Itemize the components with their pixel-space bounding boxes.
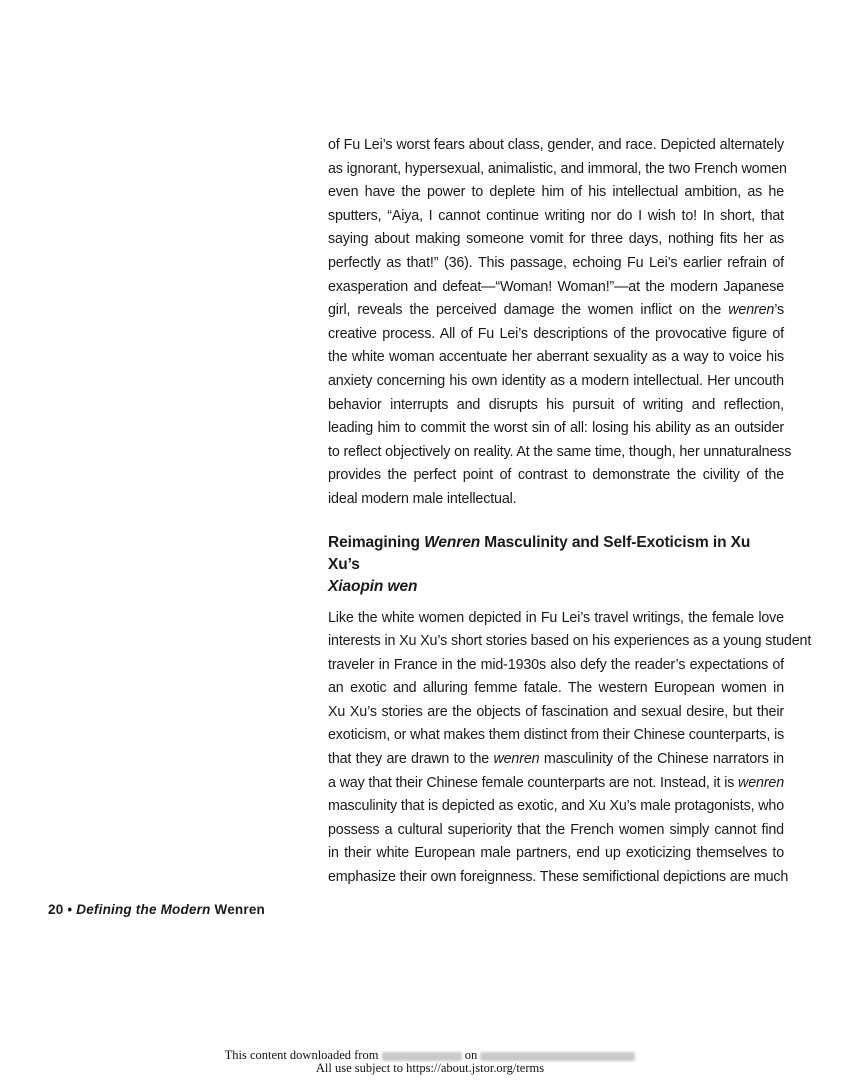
running-footer [48, 902, 265, 917]
text-run: that they are drawn to the [328, 751, 494, 768]
text-line [328, 323, 784, 347]
text-run: Xu Xu’s stories are the objects of fascination and sexual desire, but their [328, 703, 784, 720]
text-line [328, 252, 784, 276]
text-run: in their white European male partners, end up exoticizing themselves to [328, 845, 784, 862]
book-title: Defining the Modern [76, 902, 211, 917]
text-run: traveler in France in the mid-1930s also defy the reader’s expectations of [328, 656, 784, 673]
text-run: anxiety concerning his own identity as a modern intellectual. Her uncouth [328, 372, 784, 389]
text-line [328, 464, 784, 488]
text-line [328, 576, 784, 598]
italic-text: wenren [493, 751, 540, 768]
text-run: of Fu Lei’s worst fears about class, gender, and race. Depicted alternately [328, 137, 784, 153]
text-line [328, 417, 784, 441]
text-line [328, 772, 784, 796]
text-line [328, 701, 784, 725]
text-run: leading him to commit the worst sin of all: losing his ability as an outsider [328, 420, 784, 437]
text-run: creative process. All of Fu Lei’s descriptions of the provocative figure of [328, 325, 784, 342]
text-run: even have the power to deplete him of his intellectual ambition, as he [328, 184, 784, 201]
paragraph-2 [328, 607, 812, 890]
text-line [328, 795, 784, 819]
italic-text: wenren [738, 774, 785, 791]
text-run: to reflect objectively on reality. At the same time, though, her unnaturalness [328, 443, 792, 460]
text-run: possess a cultural superiority that the French women simply cannot find [328, 821, 784, 838]
text-run: Reimagining [328, 533, 425, 551]
text-line [328, 842, 784, 866]
text-run: masculinity of the Chinese narrators in [539, 751, 784, 768]
download-text: This content downloaded from [224, 1048, 379, 1062]
terms-line: All use subject to https://about.jstor.org/terms [315, 1061, 545, 1075]
text-run: as ignorant, hypersexual, animalistic, and immoral, the two French women [328, 160, 787, 177]
text-line [328, 532, 784, 576]
text-run: exoticism, or what makes them distinct from their Chinese counterparts, is [328, 727, 785, 744]
text-run: an exotic and alluring femme fatale. The western European women in [328, 680, 784, 697]
page-number: 20 [48, 902, 64, 917]
text-line [328, 607, 784, 631]
redacted-ip [382, 1052, 462, 1061]
text-run: provides the perfect point of contrast to demonstrate the civility of the [328, 467, 784, 484]
text-line [328, 228, 784, 252]
text-column [328, 134, 812, 890]
text-line [328, 630, 812, 654]
text-line [328, 205, 784, 229]
text-run: sputters, “Aiya, I cannot continue writing nor do I wish to! In short, that [328, 207, 784, 224]
italic-text: wenren [728, 302, 775, 319]
text-run: interests in Xu Xu’s short stories based on his experiences as a young student [328, 633, 812, 650]
text-run: perfectly as that!” (36). This passage, echoing Fu Lei’s earlier refrain of [328, 254, 784, 271]
text-line [328, 276, 784, 300]
text-line [328, 866, 789, 890]
italic-text: Wenren [424, 533, 481, 551]
text-line [328, 370, 784, 394]
text-run: masculinity that is depicted as exotic, and Xu Xu’s male protagonists, who [328, 798, 784, 815]
text-line [328, 748, 784, 772]
book-title-word: Wenren [214, 902, 265, 917]
text-line [328, 394, 784, 418]
text-line [328, 346, 784, 370]
text-run: saying about making someone vomit for three days, nothing fits her as [328, 231, 784, 248]
text-line [328, 677, 784, 701]
text-line [328, 181, 784, 205]
text-run: the white woman accentuate her aberrant sexuality as a way to voice his [328, 349, 784, 366]
on-text: on [464, 1048, 478, 1062]
download-line [0, 1049, 860, 1062]
bullet: • [67, 902, 73, 917]
section-heading [328, 532, 784, 598]
text-line [328, 654, 784, 678]
text-line [328, 724, 784, 748]
text-line [328, 441, 792, 465]
text-line [328, 158, 787, 182]
text-run: girl, reveals the perceived damage the women inflict on the [328, 302, 729, 319]
text-run: Like the white women depicted in Fu Lei’s travel writings, the female love [328, 609, 784, 626]
text-line [328, 134, 784, 158]
text-run: emphasize their own foreignness. These semifictional depictions are much [328, 869, 789, 886]
text-run: ’s [774, 302, 784, 319]
text-run: ideal modern male intellectual. [328, 490, 517, 507]
italic-text: Xiaopin wen [328, 577, 418, 595]
text-run: behavior interrupts and disrupts his pursuit of writing and reflection, [328, 396, 784, 413]
redacted-date [480, 1052, 635, 1061]
paragraph-1 [328, 134, 792, 512]
text-line [328, 819, 784, 843]
text-run: exasperation and defeat—“Woman! Woman!”—at the modern Japanese [328, 278, 784, 295]
text-line [328, 299, 784, 323]
jstor-notice [0, 1049, 860, 1075]
text-run: Masculinity and Self-Exoticism in Xu Xu’s [328, 533, 751, 573]
text-run: a way that their Chinese female counterparts are not. Instead, it is [328, 774, 739, 791]
text-line [328, 488, 784, 512]
